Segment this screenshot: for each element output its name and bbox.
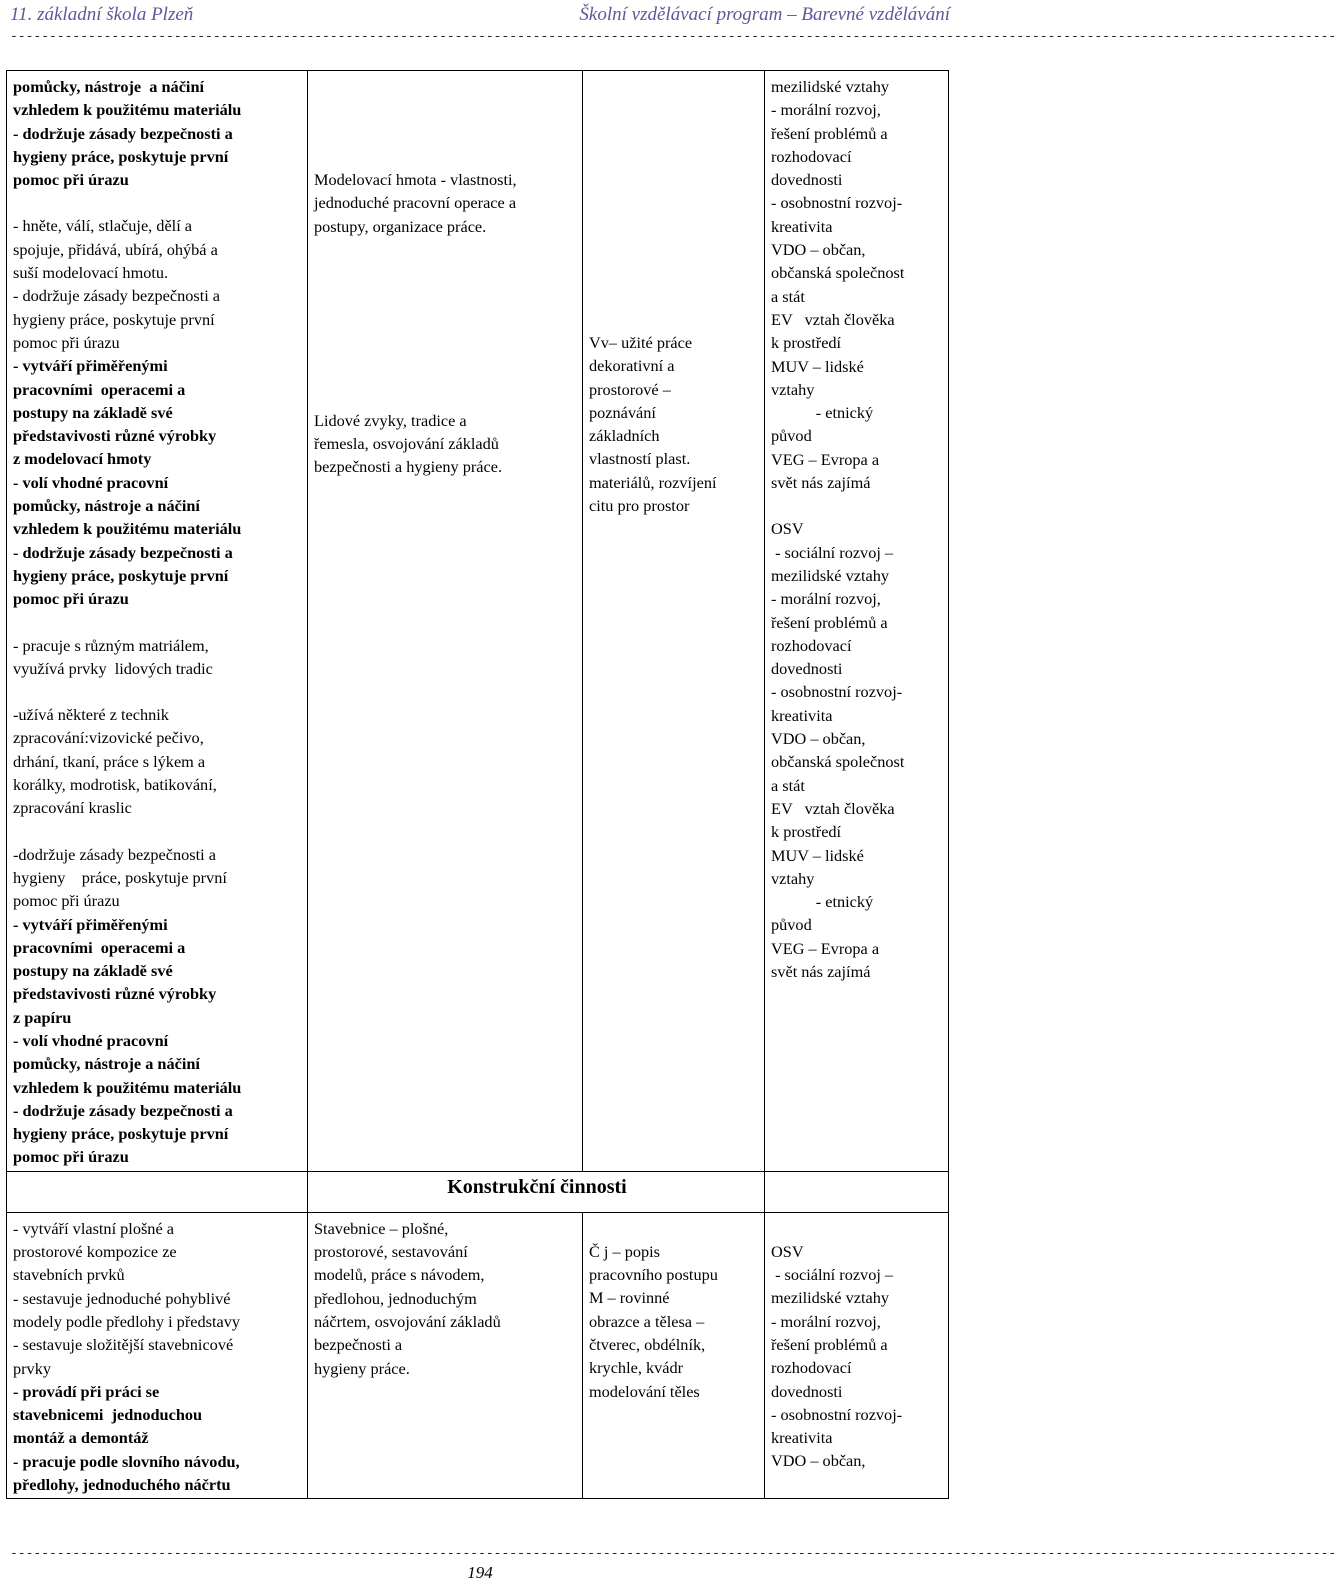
text-line: rozhodovací (771, 635, 852, 655)
text-line: - dodržuje zásady bezpečnosti a (13, 286, 221, 306)
text-line: náčrtem, osvojování základů (314, 1311, 501, 1331)
text-line: drhání, tkaní, práce s lýkem a (13, 751, 206, 771)
text-line: zpracování kraslic (13, 798, 132, 818)
text-line (13, 820, 303, 843)
text-line: k prostředí (771, 333, 842, 353)
expected-outcomes-cell (7, 71, 308, 1172)
text-line: představivosti různé výrobky (13, 984, 217, 1004)
text-line: postupy na základě své (13, 402, 173, 422)
text-line: EV vztah člověka (771, 309, 895, 329)
text-line: MUV – lidské (771, 845, 864, 865)
text-line: bezpečnosti a (314, 1335, 403, 1355)
text-line: vztahy (771, 379, 815, 399)
text-line: hygieny práce, poskytuje první (13, 1124, 229, 1144)
text-line: prostorové kompozice ze (13, 1242, 177, 1262)
text-line: VEG – Evropa a (771, 938, 880, 958)
text-line: původ (771, 915, 812, 935)
text-line: VDO – občan, (771, 240, 866, 260)
text-line: pomoc při úrazu (13, 170, 129, 190)
text-line: VDO – občan, (771, 1451, 866, 1471)
program-name: Školní vzdělávací program – Barevné vzdělávání (579, 4, 950, 25)
text-line: mezilidské vztahy (771, 77, 889, 96)
text-line: - osobnostní rozvoj- (771, 682, 903, 702)
text-line: pomoc při úrazu (13, 332, 120, 352)
text-line: - sestavuje složitější stavebnicové (13, 1335, 234, 1355)
header-divider: -------------------------------------------------------------------------------------------------------------------------------------------------------------------------- (10, 29, 1336, 44)
text-line: Stavebnice – plošné, (314, 1218, 449, 1238)
text-line: hygieny práce. (314, 1358, 410, 1378)
text-line: - volí vhodné pracovní (13, 1030, 169, 1050)
text-line: - dodržuje zásady bezpečnosti a (13, 542, 233, 562)
text-line: rozhodovací (771, 1358, 852, 1378)
text-line: - etnický (771, 403, 874, 423)
text-line: - sociální rozvoj – (771, 1265, 894, 1285)
school-name: 11. základní škola Plzeň (10, 4, 194, 25)
text-line: svět nás zajímá (771, 961, 871, 981)
text-line: hygieny práce, poskytuje první (13, 565, 229, 585)
text-line: předlohou, jednoduchým (314, 1288, 477, 1308)
text-line: k prostředí (771, 822, 842, 842)
text-line: vzhledem k použitému materiálu (13, 1077, 242, 1097)
text-line: - osobnostní rozvoj- (771, 1404, 903, 1424)
text-line: - volí vhodné pracovní (13, 472, 169, 492)
text-line: - vytváří přiměřenými (13, 356, 168, 376)
text-line: dekorativní a (589, 356, 675, 376)
section-heading-cell (308, 1171, 765, 1212)
text-line: krychle, kvádr (589, 1358, 684, 1378)
page-header (10, 4, 950, 28)
text-line: základních (589, 426, 660, 446)
text-line: z papíru (13, 1007, 72, 1027)
text-line: pomůcky, nástroje a náčiní (13, 496, 200, 516)
text-line: postupy na základě své (13, 961, 173, 981)
text-line: kreativita (771, 1428, 833, 1448)
text-line: hygieny práce, poskytuje první (13, 309, 215, 329)
text-line: - hněte, válí, stlačuje, dělí a (13, 216, 193, 236)
text-line: - dodržuje zásady bezpečnosti a (13, 123, 233, 143)
text-line: -dodržuje zásady bezpečnosti a (13, 844, 216, 864)
text-line: prostorové – (589, 379, 671, 399)
text-line (13, 611, 303, 634)
table-row (7, 1212, 949, 1499)
text-line: stavebnicemi jednoduchou (13, 1405, 203, 1425)
curriculum-table (6, 70, 949, 1499)
text-line: mezilidské vztahy (771, 1288, 889, 1308)
text-line: spojuje, přidává, ubírá, ohýbá a (13, 239, 218, 259)
text-line: -užívá některé z technik (13, 705, 169, 725)
text-line (771, 494, 944, 517)
text-line: čtverec, obdélník, (589, 1334, 706, 1354)
text-line: pomůcky, nástroje a náčiní (13, 77, 205, 96)
text-line: - pracuje s různým matriálem, (13, 635, 209, 655)
text-line: VEG – Evropa a (771, 449, 880, 469)
text-line: prvky (13, 1358, 51, 1378)
footer-divider: -------------------------------------------------------------------------------------------------------------------------------------------------------------------------- (10, 1546, 1336, 1561)
text-line: a stát (771, 286, 805, 306)
text-line: materiálů, rozvíjení (589, 472, 717, 492)
text-line: - provádí při práci se (13, 1381, 160, 1401)
subject-matter-cell (308, 71, 583, 1172)
text-line: kreativita (771, 216, 833, 236)
text-line: - dodržuje zásady bezpečnosti a (13, 1100, 233, 1120)
text-line: - vytváří přiměřenými (13, 914, 168, 934)
text-line: předlohy, jednoduchého náčrtu (13, 1475, 231, 1495)
text-line: vlastností plast. (589, 449, 691, 469)
text-line: Lidové zvyky, tradice a (314, 410, 467, 430)
text-line: modely podle předlohy i představy (13, 1311, 240, 1331)
text-line: původ (771, 426, 812, 446)
text-line (13, 191, 303, 214)
text-line: dovednosti (771, 659, 843, 679)
text-line: a stát (771, 775, 805, 795)
text-line (13, 680, 303, 703)
text-line: pomoc při úrazu (13, 891, 120, 911)
section-heading: Konstrukční činnosti (447, 1175, 627, 1198)
text-line: mezilidské vztahy (771, 565, 889, 585)
text-line: prostorové, sestavování (314, 1242, 468, 1262)
text-line: řemesla, osvojování základů (314, 434, 499, 454)
text-line: vzhledem k použitému materiálu (13, 519, 242, 539)
text-line: - morální rozvoj, (771, 1311, 881, 1331)
text-line: - morální rozvoj, (771, 100, 881, 120)
text-line: dovednosti (771, 1381, 843, 1401)
text-line: vzhledem k použitému materiálu (13, 100, 242, 120)
text-line: - vytváří vlastní plošné a (13, 1218, 174, 1238)
text-line: z modelovací hmoty (13, 449, 152, 469)
cross-curricular-cell (583, 71, 765, 1172)
text-line: Vv– užité práce (589, 333, 693, 352)
text-line: VDO – občan, (771, 729, 866, 749)
text-line: občanská společnost (771, 752, 905, 772)
text-line: pracovními operacemi a (13, 379, 186, 399)
text-line: - pracuje podle slovního návodu, (13, 1451, 240, 1471)
text-line: Modelovací hmota - vlastnosti, (314, 170, 517, 189)
text-line: - sestavuje jednoduché pohyblivé (13, 1288, 231, 1308)
text-line: - sociální rozvoj – (771, 542, 894, 562)
text-line: představivosti různé výrobky (13, 426, 217, 446)
text-line: poznávání (589, 402, 656, 422)
text-line: korálky, modrotisk, batikování, (13, 775, 217, 795)
text-line: bezpečnosti a hygieny práce. (314, 457, 503, 477)
expected-outcomes-cell (7, 1212, 308, 1499)
text-line: modelování těles (589, 1381, 700, 1401)
table-row (7, 1171, 949, 1212)
text-line: občanská společnost (771, 263, 905, 283)
text-line: využívá prvky lidových tradic (13, 658, 213, 678)
text-line: řešení problémů a (771, 612, 888, 632)
text-line: - osobnostní rozvoj- (771, 193, 903, 213)
text-line: montáž a demontáž (13, 1428, 149, 1448)
page-number: 194 (467, 1563, 493, 1582)
text-line: jednoduché pracovní operace a (314, 193, 517, 213)
text-line: pracovního postupu (589, 1265, 718, 1285)
text-line: Č j – popis (589, 1241, 661, 1261)
text-line: rozhodovací (771, 146, 852, 166)
text-line: kreativita (771, 705, 833, 725)
table-row (7, 71, 949, 1172)
text-line: postupy, organizace práce. (314, 216, 487, 236)
text-line: řešení problémů a (771, 1334, 888, 1354)
cross-curricular-cell (583, 1212, 765, 1499)
cross-cutting-topics-cell (765, 1212, 949, 1499)
text-line: dovednosti (771, 170, 843, 190)
text-line: citu pro prostor (589, 496, 690, 516)
text-line: OSV (771, 519, 804, 539)
subject-matter-cell (308, 1212, 583, 1499)
text-line: hygieny práce, poskytuje první (13, 146, 229, 166)
text-line: - morální rozvoj, (771, 589, 881, 609)
text-line: OSV (771, 1241, 804, 1261)
text-line: stavebních prvků (13, 1265, 125, 1285)
text-line: modelů, práce s návodem, (314, 1265, 485, 1285)
text-line: MUV – lidské (771, 356, 864, 376)
text-line: zpracování:vizovické pečivo, (13, 728, 204, 748)
cross-cutting-topics-cell (765, 71, 949, 1172)
text-line: suší modelovací hmotu. (13, 263, 169, 283)
text-line: obrazce a tělesa – (589, 1311, 705, 1331)
text-line: EV vztah člověka (771, 798, 895, 818)
text-line: pomoc při úrazu (13, 1147, 129, 1167)
text-line: pomůcky, nástroje a náčiní (13, 1054, 200, 1074)
text-line: hygieny práce, poskytuje první (13, 867, 227, 887)
text-line: - etnický (771, 892, 874, 912)
text-line: vztahy (771, 868, 815, 888)
text-line: pomoc při úrazu (13, 589, 129, 609)
text-line: řešení problémů a (771, 123, 888, 143)
text-line: M – rovinné (589, 1288, 670, 1308)
text-line: svět nás zajímá (771, 473, 871, 493)
text-line: pracovními operacemi a (13, 937, 186, 957)
